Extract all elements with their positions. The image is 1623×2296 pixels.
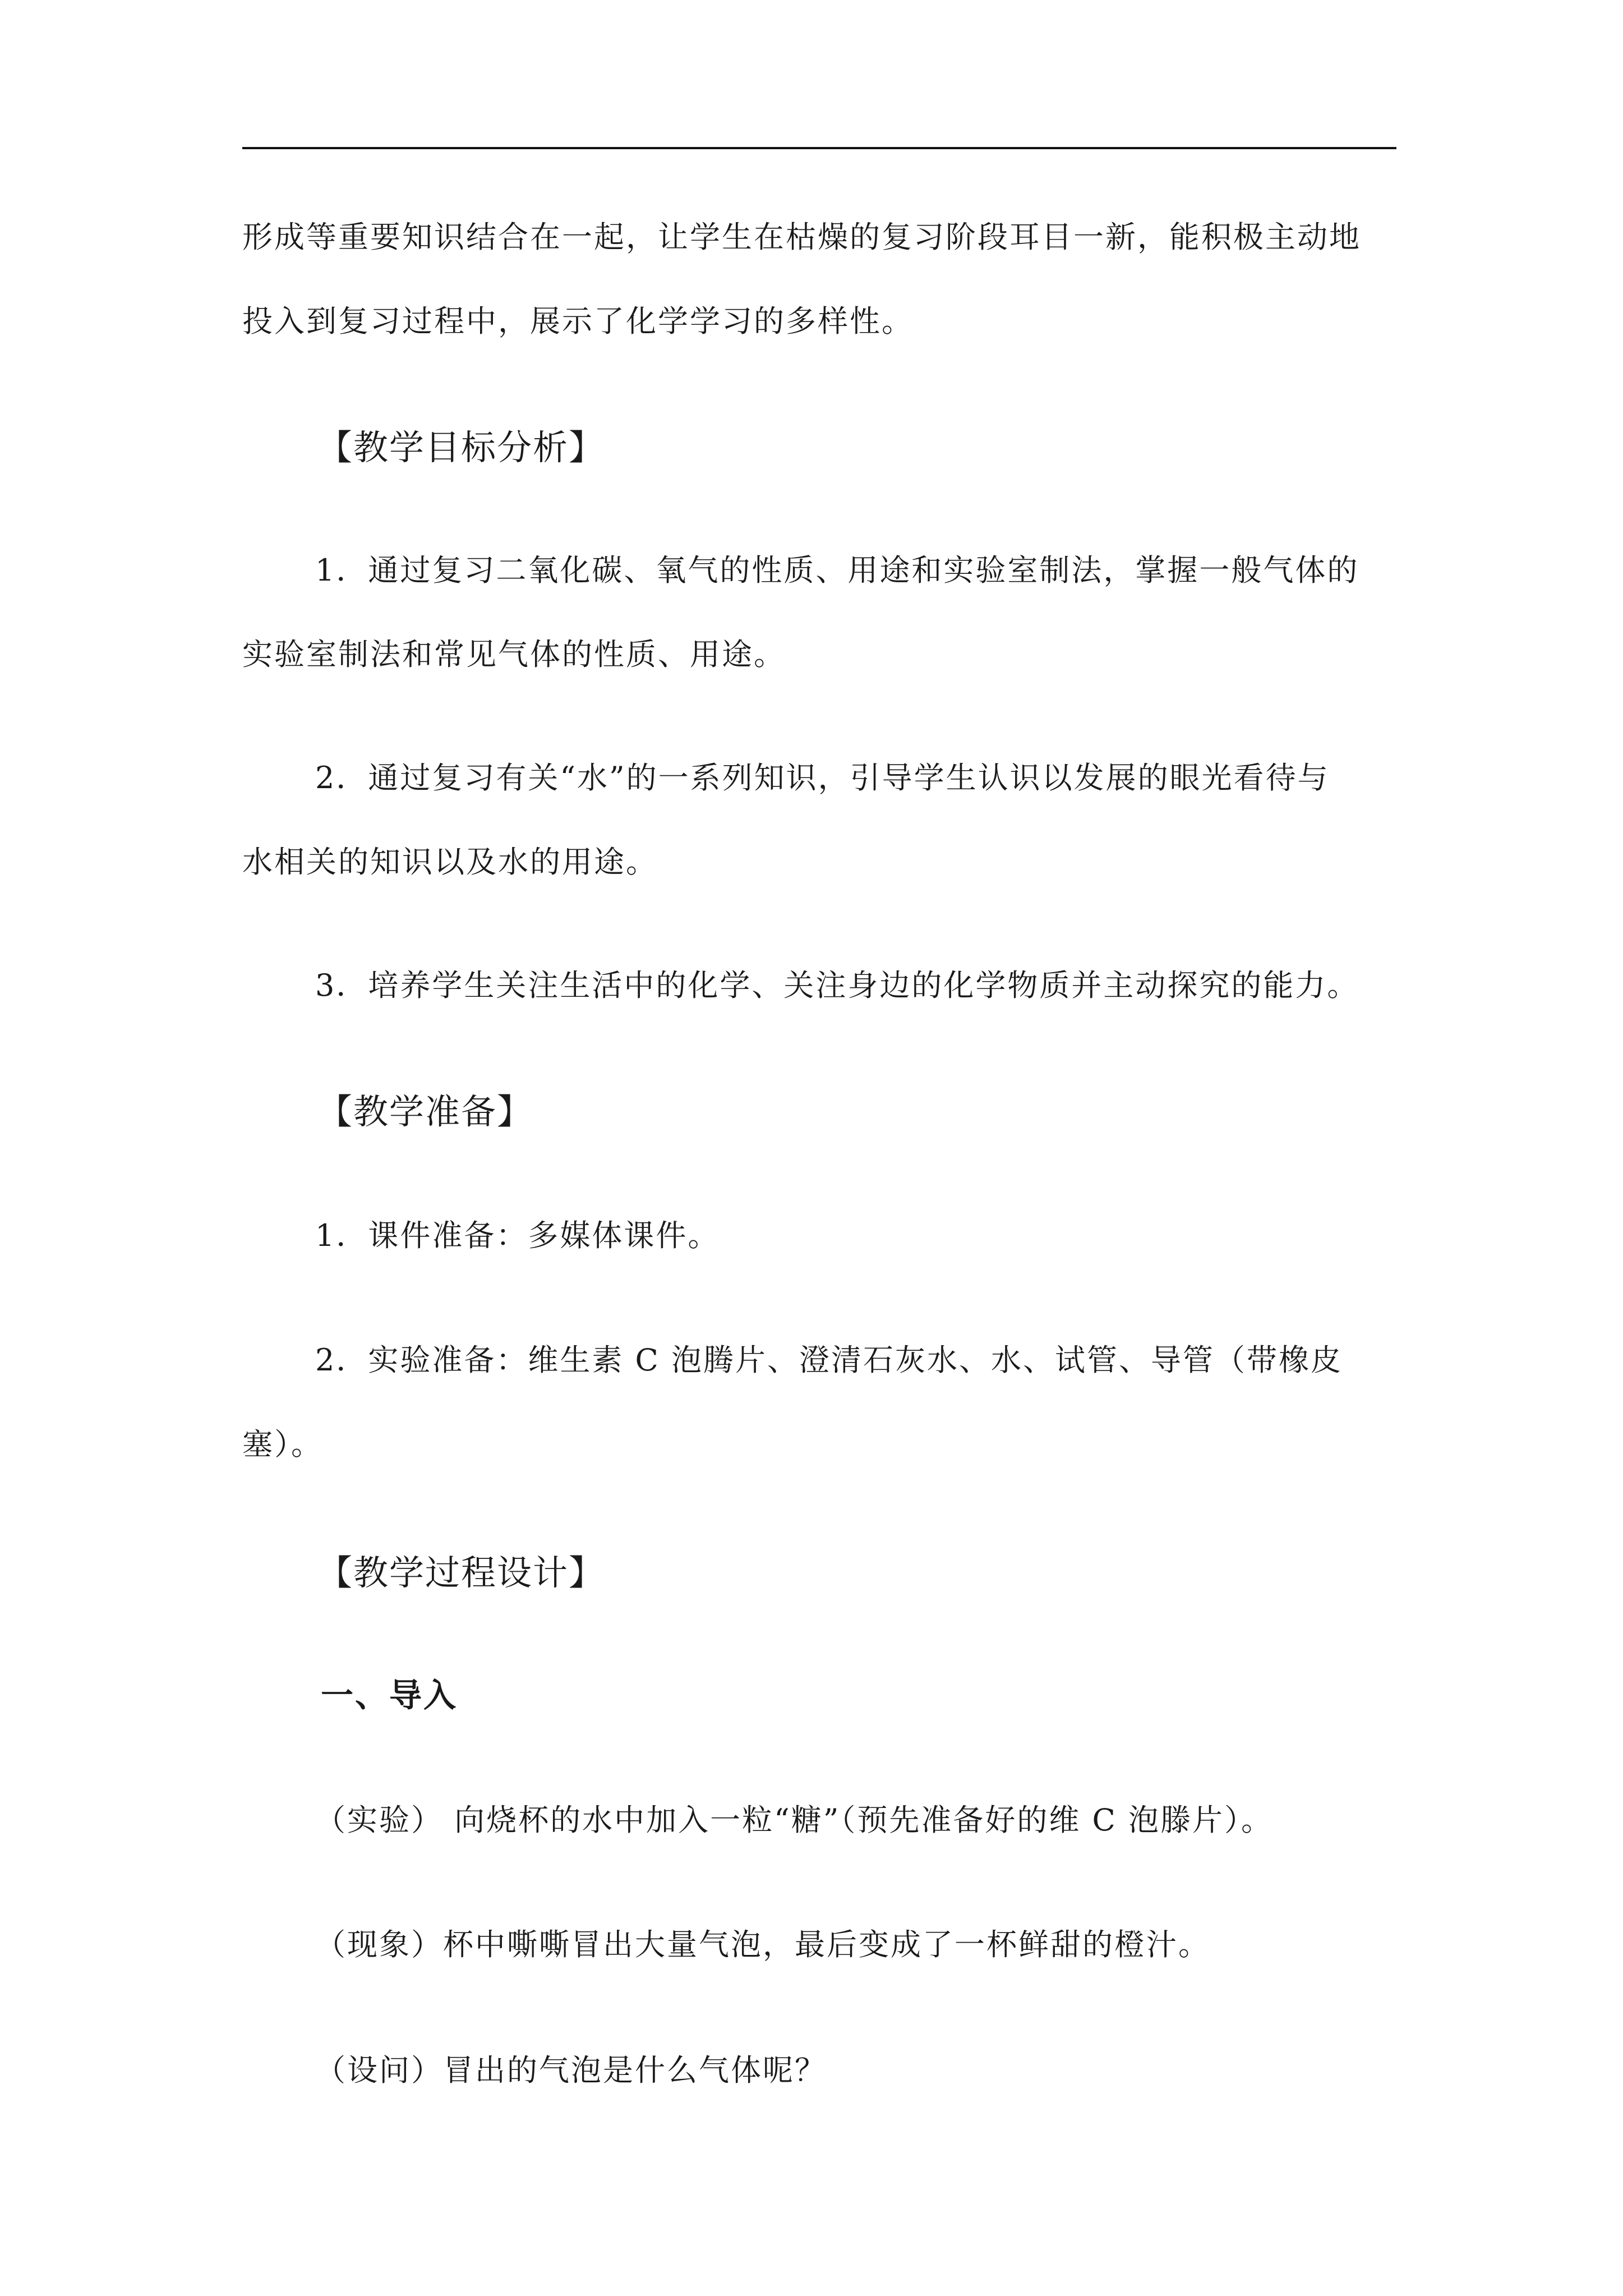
- question-line: （设问）冒出的气泡是什么气体呢？: [315, 2053, 827, 2088]
- objective-2-line-1: 2．通过复习有关“水”的一系列知识，引导学生认识以发展的眼光看待与: [315, 760, 1330, 795]
- header-rule: [242, 147, 1396, 149]
- objective-2-line-2: 水相关的知识以及水的用途。: [242, 844, 658, 880]
- objective-1-line-1: 1．通过复习二氧化碳、氧气的性质、用途和实验室制法，掌握一般气体的: [315, 553, 1359, 588]
- objective-3: 3．培养学生关注生活中的化学、关注身边的化学物质并主动探究的能力。: [315, 968, 1359, 1003]
- preparation-2-line-1: 2．实验准备：维生素 C 泡腾片、澄清石灰水、水、试管、导管（带橡皮: [315, 1342, 1343, 1378]
- preparation-1: 1．课件准备：多媒体课件。: [315, 1218, 720, 1253]
- intro-line-1: 形成等重要知识结合在一起，让学生在枯燥的复习阶段耳目一新，能积极主动地: [242, 219, 1361, 255]
- process-heading: 【教学过程设计】: [317, 1552, 605, 1593]
- experiment-line: （实验） 向烧杯的水中加入一粒“糖”（预先准备好的维 C 泡滕片）。: [315, 1802, 1274, 1838]
- objective-1-line-2: 实验室制法和常见气体的性质、用途。: [242, 637, 786, 672]
- objectives-heading: 【教学目标分析】: [317, 427, 605, 468]
- preparation-heading: 【教学准备】: [317, 1091, 533, 1132]
- preparation-2-line-2: 塞）。: [242, 1427, 323, 1462]
- phenomenon-line: （现象）杯中嘶嘶冒出大量气泡，最后变成了一杯鲜甜的橙汁。: [315, 1927, 1210, 1962]
- intro-line-2: 投入到复习过程中，展示了化学学习的多样性。: [242, 303, 914, 339]
- section-1-title: 一、导入: [321, 1676, 458, 1714]
